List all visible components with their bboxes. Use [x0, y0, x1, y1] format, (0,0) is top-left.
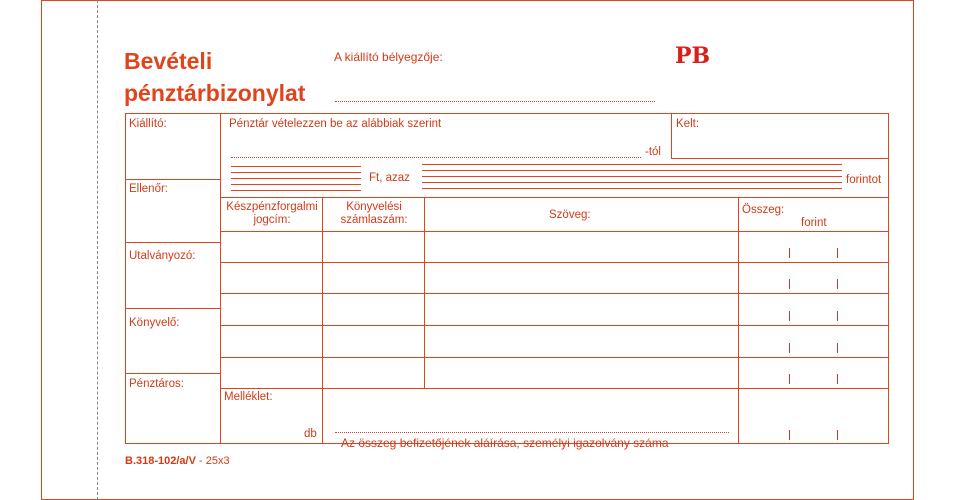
- payer-dotted-line: [231, 157, 641, 158]
- amount-line-3: [231, 178, 361, 179]
- authorizer-label: Utalványozó:: [129, 250, 196, 262]
- col-text-header: Szöveg:: [549, 209, 591, 221]
- words-line-3: [422, 176, 842, 177]
- amount-tick: [837, 343, 838, 353]
- product-code-suffix: - 25x3: [195, 455, 230, 467]
- stamp-dotted-line: [335, 101, 655, 102]
- amount-tick: [789, 311, 790, 321]
- amount-tick: [837, 279, 838, 289]
- left-sep-4: [125, 373, 221, 374]
- attachment-unit: db: [304, 428, 317, 440]
- signature-dotted-line: [335, 432, 729, 433]
- date-box-left: [671, 113, 672, 159]
- col-divider-1: [322, 197, 323, 444]
- words-line-2: [422, 170, 842, 171]
- amount-tick: [837, 430, 838, 440]
- form-title-line2: pénztárbizonylat: [124, 80, 306, 106]
- pb-logo: PB: [675, 43, 711, 69]
- amount-line-5: [231, 190, 361, 191]
- form-title-line1: Bevételi: [124, 48, 213, 74]
- attachment-label: Melléklet:: [224, 391, 273, 403]
- row-line-3: [220, 325, 889, 326]
- amount-tick: [789, 248, 790, 258]
- row-line-1: [220, 262, 889, 263]
- amount-tick: [837, 374, 838, 384]
- row-line-2: [220, 293, 889, 294]
- amount-tick: [837, 248, 838, 258]
- left-sep-2: [125, 242, 221, 243]
- amount-line-1: [231, 166, 361, 167]
- row-line-4: [220, 357, 889, 358]
- amount-line-4: [231, 184, 361, 185]
- amount-tick: [789, 430, 790, 440]
- instruction-text: Pénztár vételezzen be az alábbiak szerint: [229, 118, 442, 130]
- words-line-4: [422, 182, 842, 183]
- issuer-label: Kiállító:: [129, 118, 167, 130]
- product-code: [125, 455, 230, 467]
- amount-tick: [789, 279, 790, 289]
- cashier-label: Pénztáros:: [129, 378, 184, 390]
- date-box-bottom: [671, 158, 889, 159]
- col-amount-header: Összeg:: [742, 204, 785, 216]
- amount-line-2: [231, 172, 361, 173]
- amount-suffix: forintot: [846, 174, 882, 186]
- row-line-5: [220, 388, 889, 389]
- col-account-header: Könyvelési számlaszám:: [340, 201, 408, 226]
- product-code-main: B.318-102/a/V: [125, 455, 196, 467]
- col-cash-header: Készpénzforgalmi jogcím:: [226, 201, 318, 226]
- words-line-1: [422, 164, 842, 165]
- date-label: Kelt:: [676, 118, 700, 130]
- amount-tick: [837, 311, 838, 321]
- amount-label: Ft, azaz: [369, 172, 410, 184]
- left-sep-3: [125, 308, 221, 309]
- col-divider-2: [424, 197, 425, 389]
- from-suffix: -tól: [645, 146, 661, 158]
- left-column-divider: [220, 113, 221, 444]
- col-divider-3: [738, 197, 739, 444]
- col-amount-unit: forint: [801, 217, 827, 229]
- header-row-top: [220, 197, 889, 198]
- perforation-line: [97, 0, 98, 500]
- bookkeeper-label: Könyvelő:: [129, 317, 180, 329]
- header-row-bottom: [220, 231, 889, 232]
- stamp-label: A kiállító bélyegzője:: [334, 50, 443, 64]
- amount-tick: [789, 374, 790, 384]
- amount-tick: [789, 343, 790, 353]
- signature-caption: Az összeg befizetőjének aláírása, személyi igazolvány száma: [341, 436, 669, 450]
- words-line-5: [422, 188, 842, 189]
- checker-label: Ellenőr:: [129, 183, 168, 195]
- left-sep-1: [125, 179, 221, 180]
